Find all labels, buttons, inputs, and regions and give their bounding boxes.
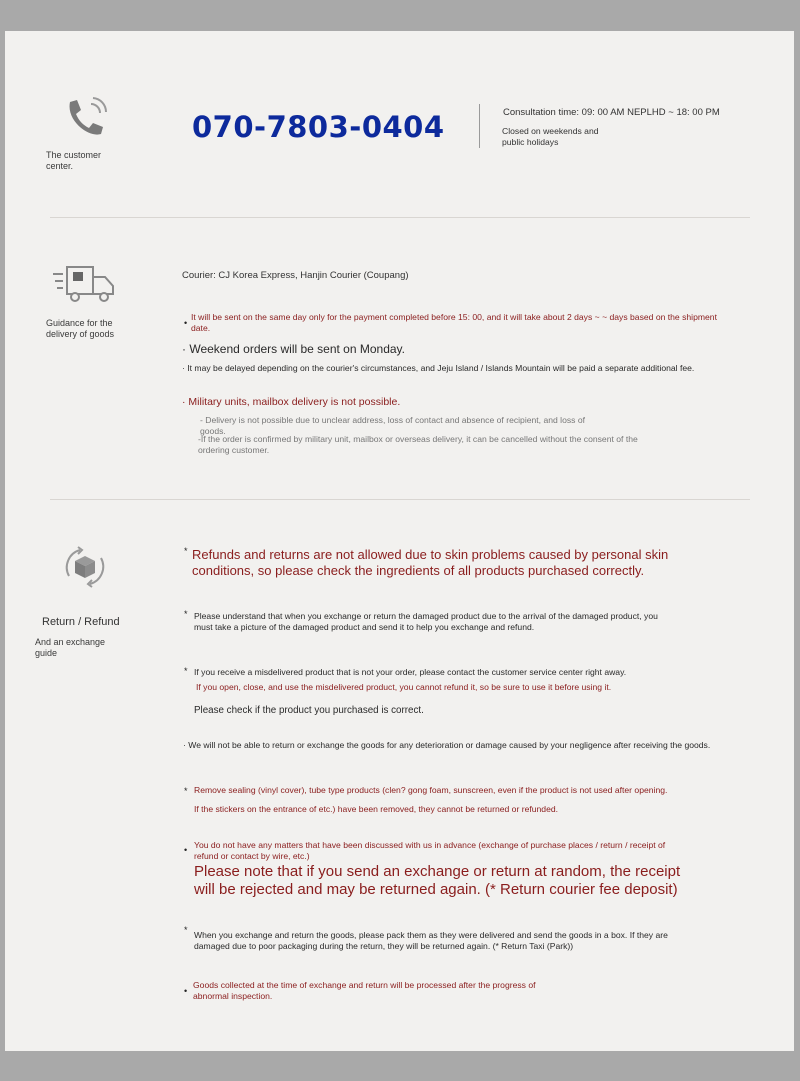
return-item-5b: If the stickers on the entrance of etc.) have been removed, they cannot be returned or refunded. (194, 804, 559, 814)
return-item-3c: Please check if the product you purchased is correct. (194, 705, 424, 716)
return-item-5a: Remove sealing (vinyl cover), tube type products (clen? gong foam, sunscreen, even if the product is not used after opening. (194, 785, 668, 795)
bullet: * (184, 786, 188, 796)
return-item-2: Please understand that when you exchange or return the damaged product due to the arrival of the damaged product, you must take a picture of the damaged product and send it to help you exchange and refund. (194, 611, 658, 632)
bullet: * (184, 546, 188, 556)
return-label: Return / Refund (42, 616, 120, 628)
delivery-label: Guidance for the delivery of goods (46, 318, 115, 339)
same-day-shipping: It will be sent on the same day only for the payment completed before 15: 00, and it will take about 2 days ~ ~ days based on the shipment date. (191, 312, 717, 333)
delay-notice: · It may be delayed depending on the courier's circumstances, and Jeju Island / Islands Mountain will be paid a separate additional fee. (182, 363, 695, 373)
bullet: • (184, 986, 188, 996)
bullet: • (184, 318, 188, 328)
section-divider (50, 499, 750, 500)
closed-notice: Closed on weekends and public holidays (502, 126, 599, 147)
section-divider (50, 217, 750, 218)
courier-info: Courier: CJ Korea Express, Hanjin Courier (Coupang) (182, 270, 409, 281)
consultation-hours: Consultation time: 09: 00 AM NEPLHD ~ 18: 00 PM (503, 107, 720, 118)
bullet: * (184, 609, 188, 619)
return-item-8: Goods collected at the time of exchange and return will be processed after the progress of abnormal inspection. (193, 980, 536, 1001)
customer-center-label: The customer center. (46, 150, 102, 171)
return-item-3a: If you receive a misdelivered product that is not your order, please contact the customer service center right away. (194, 667, 627, 677)
bullet: * (184, 666, 188, 676)
exchange-guide-label: And an exchange guide (35, 637, 106, 658)
bullet: • (184, 845, 188, 855)
return-item-7: When you exchange and return the goods, please pack them as they were delivered and send the goods in a box. If they are damaged due to poor packaging during the return, they will be returned again. (* Return Taxi (Park)) (194, 930, 668, 951)
military-notice: · Military units, mailbox delivery is not possible. (182, 396, 401, 408)
return-item-1: Refunds and returns are not allowed due to skin problems caused by personal skin conditions, so please check the ingredients of all products purchased correctly. (192, 547, 669, 578)
weekend-orders: · Weekend orders will be sent on Monday. (182, 342, 406, 356)
header-divider (479, 104, 480, 148)
return-item-6b: Please note that if you send an exchange or return at random, the receipt will be rejected and may be returned again. (* Return courier fee deposit) (194, 863, 681, 898)
return-item-3b: If you open, close, and use the misdelivered product, you cannot refund it, so be sure to use it before using it. (196, 682, 612, 692)
return-item-4: · We will not be able to return or exchange the goods for any deterioration or damage caused by your negligence after receiving the goods. (183, 740, 711, 750)
delivery-note-2: -If the order is confirmed by military unit, mailbox or overseas delivery, it can be cancelled without the consent of the ordering customer. (198, 434, 638, 455)
phone-number[interactable]: 070-7803-0404 (192, 110, 445, 144)
return-item-6a: You do not have any matters that have been discussed with us in advance (exchange of purchase places / return / receipt of refund or contact by wire, etc.) (194, 840, 666, 861)
return-box-icon (60, 542, 110, 592)
delivery-note-1: - Delivery is not possible due to unclear address, loss of contact and absence of recipient, and loss of goods. (200, 415, 586, 436)
phone-icon (60, 92, 110, 140)
delivery-truck-icon (53, 264, 117, 304)
bullet: * (184, 925, 188, 935)
